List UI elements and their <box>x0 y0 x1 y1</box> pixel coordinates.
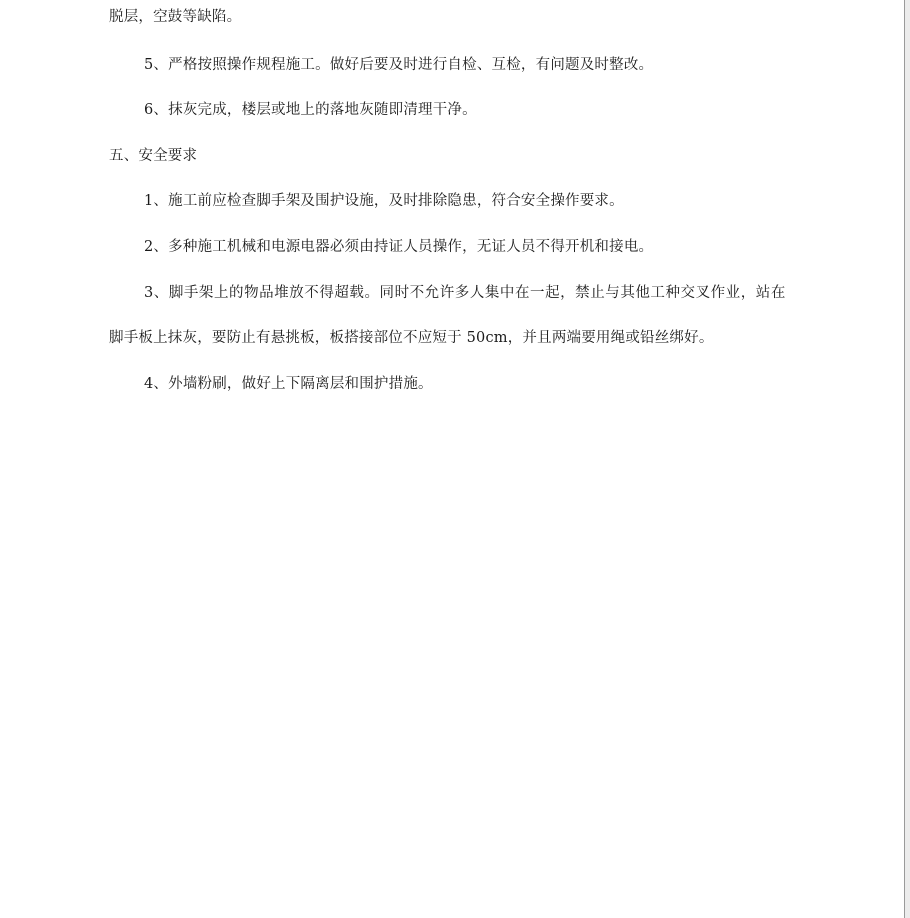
safety-item-4: 4、外墙粉刷，做好上下隔离层和围护措施。 <box>144 376 433 392</box>
section-heading-safety: 五、安全要求 <box>109 148 198 164</box>
safety-item-3: 3、脚手架上的物品堆放不得超载。同时不允许多人集中在一起，禁止与其他工种交叉作业，站在 <box>144 285 786 301</box>
viewer-gutter <box>905 0 910 918</box>
paragraph-continuation: 脱层，空鼓等缺陷。 <box>109 9 242 25</box>
list-item-6: 6、抹灰完成，楼层或地上的落地灰随即清理干净。 <box>144 102 477 118</box>
safety-item-1: 1、施工前应检查脚手架及围护设施，及时排除隐患，符合安全操作要求。 <box>144 193 624 209</box>
safety-item-3-continuation: 脚手板上抹灰，要防止有悬挑板，板搭接部位不应短于 50cm，并且两端要用绳或铅丝绑好。 <box>109 330 714 346</box>
safety-item-2: 2、多种施工机械和电源电器必须由持证人员操作，无证人员不得开机和接电。 <box>144 239 654 255</box>
list-item-5: 5、严格按照操作规程施工。做好后要及时进行自检、互检，有问题及时整改。 <box>144 57 654 73</box>
